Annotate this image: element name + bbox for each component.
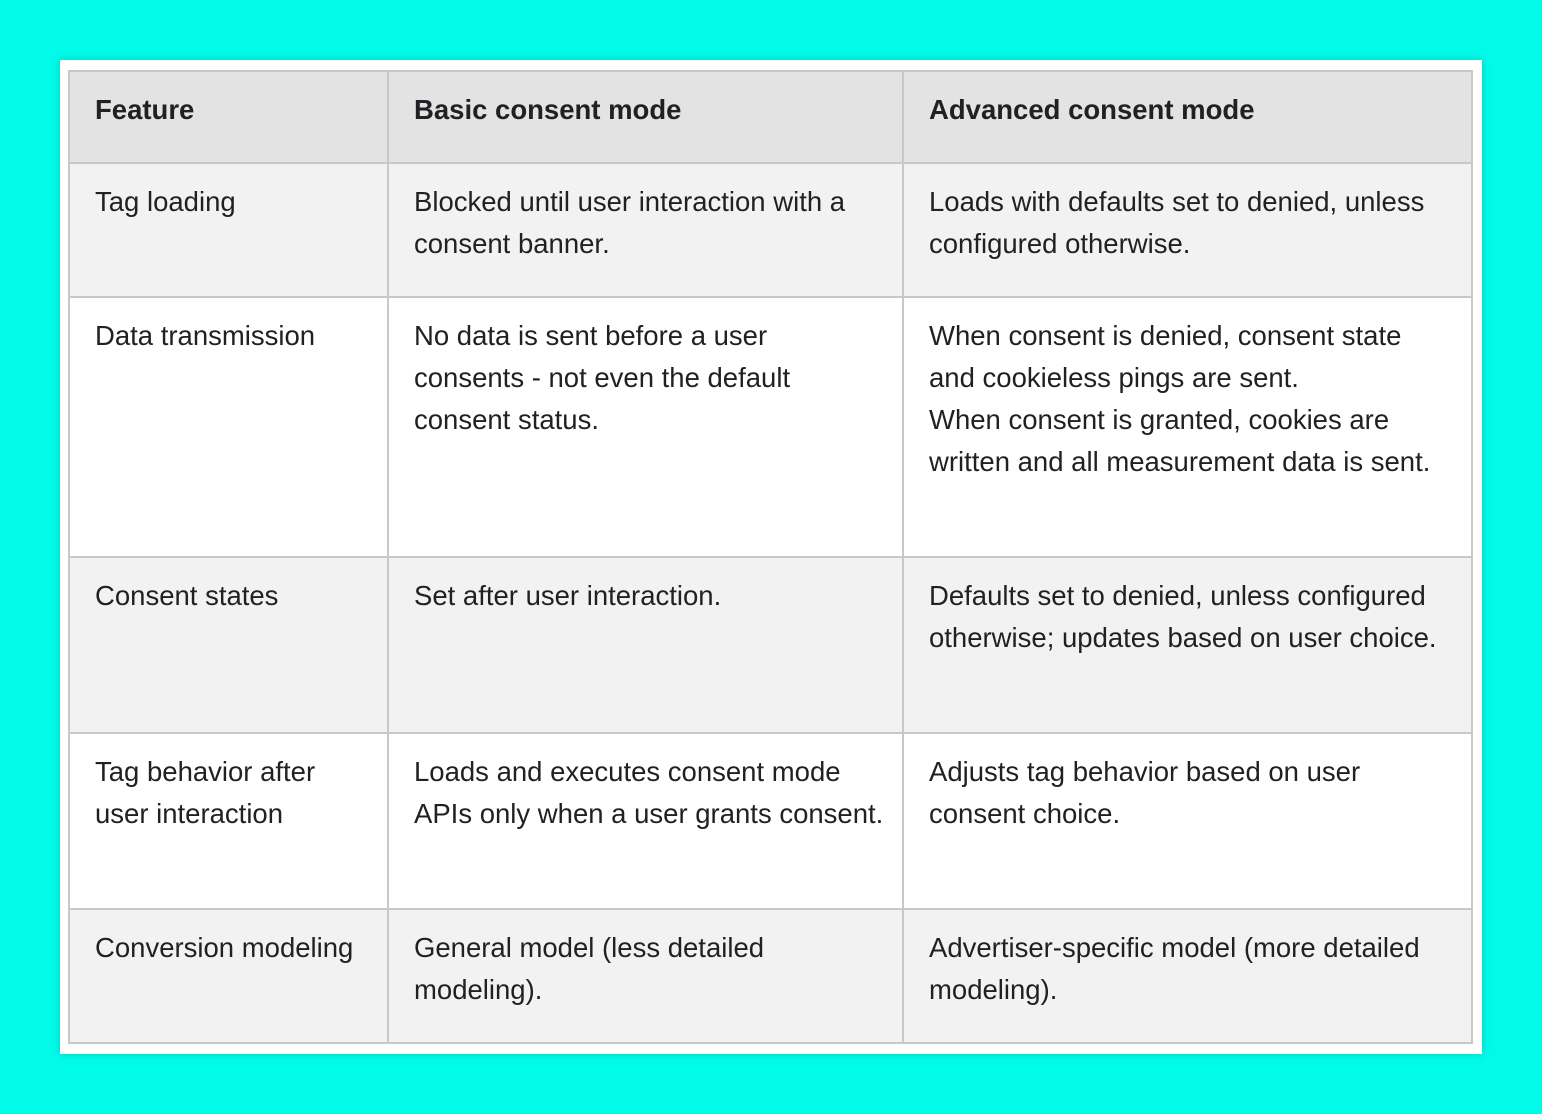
advanced-cell: Adjusts tag behavior based on user consent choice. (903, 733, 1472, 909)
table-card (60, 60, 1482, 1054)
consent-mode-comparison-table (68, 70, 1473, 1044)
advanced-cell: Defaults set to denied, unless configured otherwise; updates based on user choice. (903, 557, 1472, 733)
basic-cell: General model (less detailed modeling). (388, 909, 903, 1043)
header-advanced-consent-mode: Advanced consent mode (903, 71, 1472, 163)
basic-cell: Set after user interaction. (388, 557, 903, 733)
advanced-cell: Advertiser-specific model (more detailed modeling). (903, 909, 1472, 1043)
table-row (69, 557, 1472, 733)
feature-cell: Tag loading (69, 163, 388, 297)
table-row (69, 909, 1472, 1043)
table-row (69, 733, 1472, 909)
advanced-cell: Loads with defaults set to denied, unless configured otherwise. (903, 163, 1472, 297)
table-row (69, 297, 1472, 557)
advanced-cell: When consent is denied, consent state and cookieless pings are sent. When consent is granted, cookies are written and all measurement data is sent. (903, 297, 1472, 557)
table-row (69, 163, 1472, 297)
feature-cell: Data transmission (69, 297, 388, 557)
feature-cell: Tag behavior after user interaction (69, 733, 388, 909)
header-feature: Feature (69, 71, 388, 163)
basic-cell: No data is sent before a user consents - not even the default consent status. (388, 297, 903, 557)
basic-cell: Blocked until user interaction with a consent banner. (388, 163, 903, 297)
basic-cell: Loads and executes consent mode APIs only when a user grants consent. (388, 733, 903, 909)
table-header-row (69, 71, 1472, 163)
feature-cell: Consent states (69, 557, 388, 733)
header-basic-consent-mode: Basic consent mode (388, 71, 903, 163)
feature-cell: Conversion modeling (69, 909, 388, 1043)
